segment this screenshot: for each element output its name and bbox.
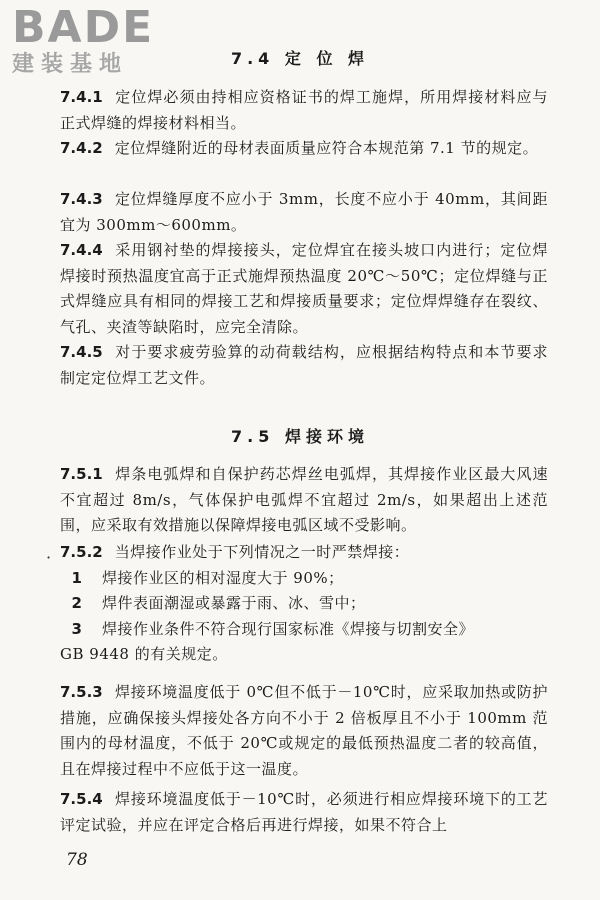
list-item-text: 焊接作业条件不符合现行国家标准《焊接与切割安全》 <box>102 619 475 638</box>
clause-text: 焊接环境温度低于－10℃时，必须进行相应焊接环境下的工艺评定试验，并应在评定合格后再进行焊接，如果不符合上 <box>60 790 548 834</box>
paragraph-7-4-2 <box>60 136 548 162</box>
list-item-3 <box>60 617 548 668</box>
list-item-2 <box>60 591 548 617</box>
clause-number: 7.5.3 <box>60 683 103 701</box>
paragraph-7-4-5 <box>60 340 548 391</box>
clause-number: 7.4.1 <box>60 88 103 106</box>
page-number: 78 <box>66 850 88 870</box>
clause-number: 7.4.4 <box>60 241 103 259</box>
clause-text: 当焊接作业处于下列情况之一时严禁焊接： <box>114 543 410 561</box>
paragraph-7-4-1 <box>60 85 548 136</box>
list-item-number: 1 <box>71 568 83 587</box>
clause-text: 采用钢衬垫的焊接接头，定位焊宜在接头坡口内进行；定位焊焊接时预热温度宜高于正式施焊预热温度 20℃～50℃；定位焊缝与正式焊缝应具有相同的焊接工艺和焊接质量要求；定位焊焊缝存在裂纹、气孔、夹渣等缺陷时，应完全清除。 <box>60 241 548 336</box>
clause-text: 定位焊必须由持相应资格证书的焊工施焊，所用焊接材料应与正式焊缝的焊接材料相当。 <box>60 88 548 132</box>
clause-number: 7.4.2 <box>60 139 103 157</box>
clause-number: 7.5.4 <box>60 790 103 808</box>
list-item-continuation: GB 9448 的有关规定。 <box>60 645 228 663</box>
section-heading-7-4: 7.4 定 位 焊 <box>230 49 370 68</box>
clause-number: 7.5.2 <box>60 543 103 561</box>
list-item-number: 3 <box>71 619 83 638</box>
clause-text: 焊接环境温度低于 0℃但不低于－10℃时，应采取加热或防护措施，应确保接头焊接处各方向不小于 2 倍板厚且不小于 100mm 范围内的母材温度，不低于 20℃或规定的最低预热温度二者的较高值，且在焊接过程中不应低于这一温度。 <box>60 683 548 778</box>
watermark-subtitle: 建装基地 <box>12 52 129 77</box>
list-item-1 <box>60 566 548 592</box>
clause-number: 7.5.1 <box>60 465 103 483</box>
paragraph-7-5-1 <box>60 462 548 539</box>
clause-text: 对于要求疲劳验算的动荷载结构，应根据结构特点和本节要求制定定位焊工艺文件。 <box>60 343 548 387</box>
paragraph-7-4-4 <box>60 238 548 340</box>
watermark-brand: BADE <box>12 2 155 53</box>
scan-mark: · <box>46 548 52 567</box>
clause-text: 定位焊缝附近的母材表面质量应符合本规范第 7.1 节的规定。 <box>114 139 539 157</box>
list-item-text: 焊接作业区的相对湿度大于 90%； <box>102 568 344 587</box>
clause-number: 7.4.5 <box>60 343 103 361</box>
section-heading-7-5: 7.5 焊接环境 <box>231 427 369 446</box>
clause-text: 定位焊缝厚度不应小于 3mm，长度不应小于 40mm，其间距宜为 300mm～600mm。 <box>60 190 548 234</box>
list-item-text: 焊件表面潮湿或暴露于雨、冰、雪中； <box>102 594 366 612</box>
paragraph-7-4-3 <box>60 187 548 238</box>
paragraph-7-5-3 <box>60 680 548 782</box>
clause-text: 焊条电弧焊和自保护药芯焊丝电弧焊，其焊接作业区最大风速不宜超过 8m/s，气体保护电弧焊不宜超过 2m/s，如果超出上述范围，应采取有效措施以保障焊接电弧区域不受影响。 <box>60 465 548 534</box>
clause-number: 7.4.3 <box>60 190 103 208</box>
list-item-number: 2 <box>71 594 83 612</box>
paragraph-7-5-4 <box>60 787 548 838</box>
paragraph-7-5-2 <box>60 540 548 668</box>
